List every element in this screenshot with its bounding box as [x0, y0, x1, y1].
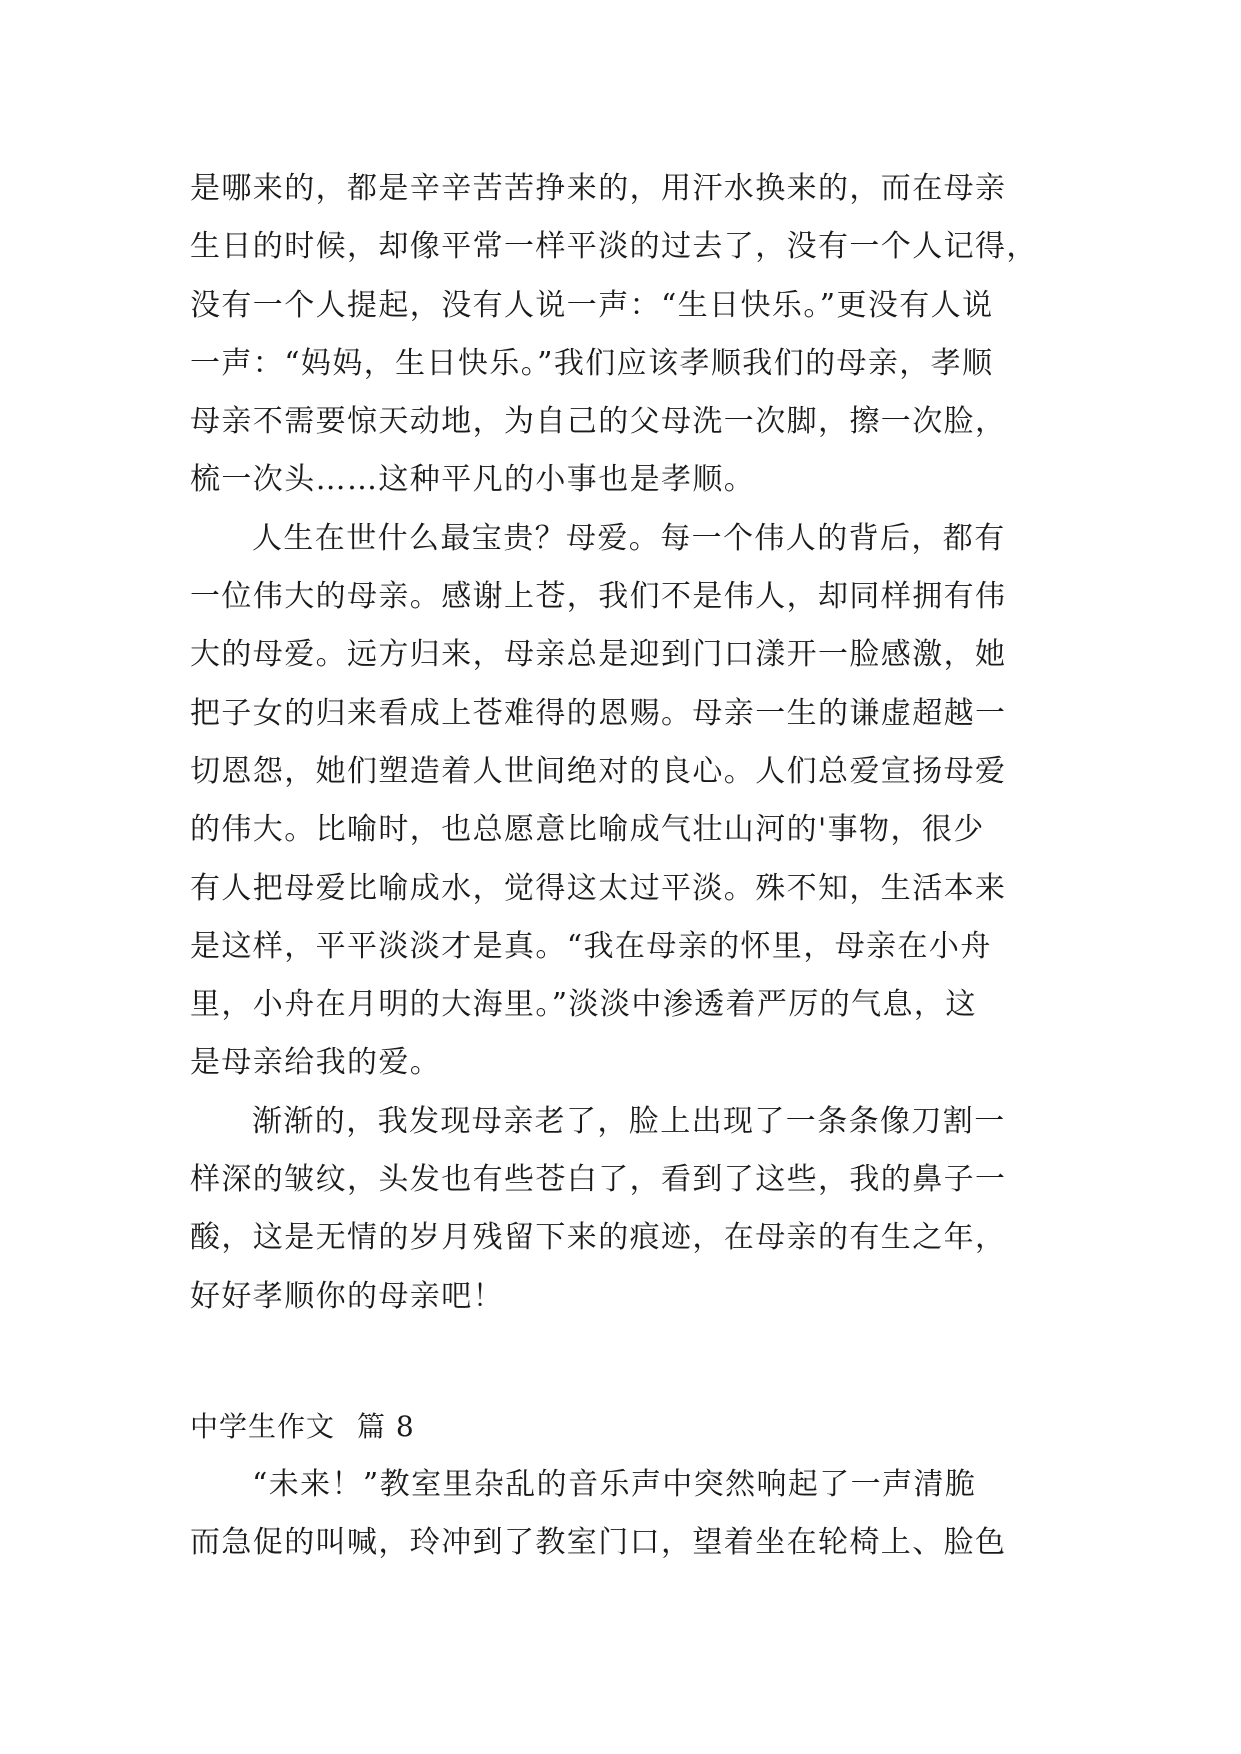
text-line: 样深的皱纹，头发也有些苍白了，看到了这些，我的鼻子一 [190, 1162, 1007, 1198]
text-line: 是这样，平平淡淡才是真。“我在母亲的怀里，母亲在小舟 [190, 928, 992, 964]
paragraph-1 [190, 160, 1060, 510]
document-body [190, 160, 1060, 1573]
text-line: 把子女的归来看成上苍难得的恩赐。母亲一生的谦虚超越一 [190, 695, 1007, 731]
text-line: 一位伟大的母亲。感谢上苍，我们不是伟人，却同样拥有伟 [190, 579, 1007, 615]
paragraph-section-1 [190, 1456, 1060, 1573]
section-heading [190, 1398, 1060, 1456]
text-line: 一声：“妈妈，生日快乐。”我们应该孝顺我们的母亲，孝顺 [190, 345, 994, 381]
section-spacer [190, 1326, 1060, 1398]
text-line: 大的母爱。远方归来，母亲总是迎到门口漾开一脸感激，她 [190, 637, 1007, 673]
text-line: 好好孝顺你的母亲吧！ [190, 1278, 504, 1314]
text-line: 人生在世什么最宝贵？母爱。每一个伟人的背后，都有 [252, 520, 1006, 556]
text-line: 酸，这是无情的岁月残留下来的痕迹，在母亲的有生之年， [190, 1220, 1007, 1256]
section-number: 篇 8 [357, 1409, 415, 1443]
text-line: 而急促的叫喊，玲冲到了教室门口，望着坐在轮椅上、脸色 [190, 1525, 1007, 1561]
text-line: 梳一次头……这种平凡的小事也是孝顺。 [190, 462, 756, 498]
text-line: 切恩怨，她们塑造着人世间绝对的良心。人们总爱宣扬母爱 [190, 753, 1007, 789]
text-line: 渐渐的，我发现母亲老了，脸上出现了一条条像刀割一 [252, 1103, 1006, 1139]
section-title: 中学生作文 [190, 1409, 336, 1443]
text-line: “未来！”教室里杂乱的音乐声中突然响起了一声清脆 [252, 1466, 977, 1502]
paragraph-3 [190, 1093, 1060, 1326]
text-line: 生日的时候，却像平常一样平淡的过去了，没有一个人记得， [190, 229, 1038, 265]
text-line: 的伟大。比喻时，也总愿意比喻成气壮山河的'事物，很少 [190, 812, 985, 848]
text-line: 没有一个人提起，没有人说一声：“生日快乐。”更没有人说 [190, 287, 994, 323]
text-line: 里，小舟在月明的大海里。”淡淡中渗透着严厉的气息，这 [190, 987, 977, 1023]
text-line: 是母亲给我的爱。 [190, 1045, 442, 1081]
text-line: 母亲不需要惊天动地，为自己的父母洗一次脚，擦一次脸， [190, 404, 1007, 440]
text-line: 是哪来的，都是辛辛苦苦挣来的，用汗水换来的，而在母亲 [190, 171, 1007, 206]
paragraph-2 [190, 510, 1060, 1093]
text-line: 有人把母爱比喻成水，觉得这太过平淡。殊不知，生活本来 [190, 870, 1007, 906]
